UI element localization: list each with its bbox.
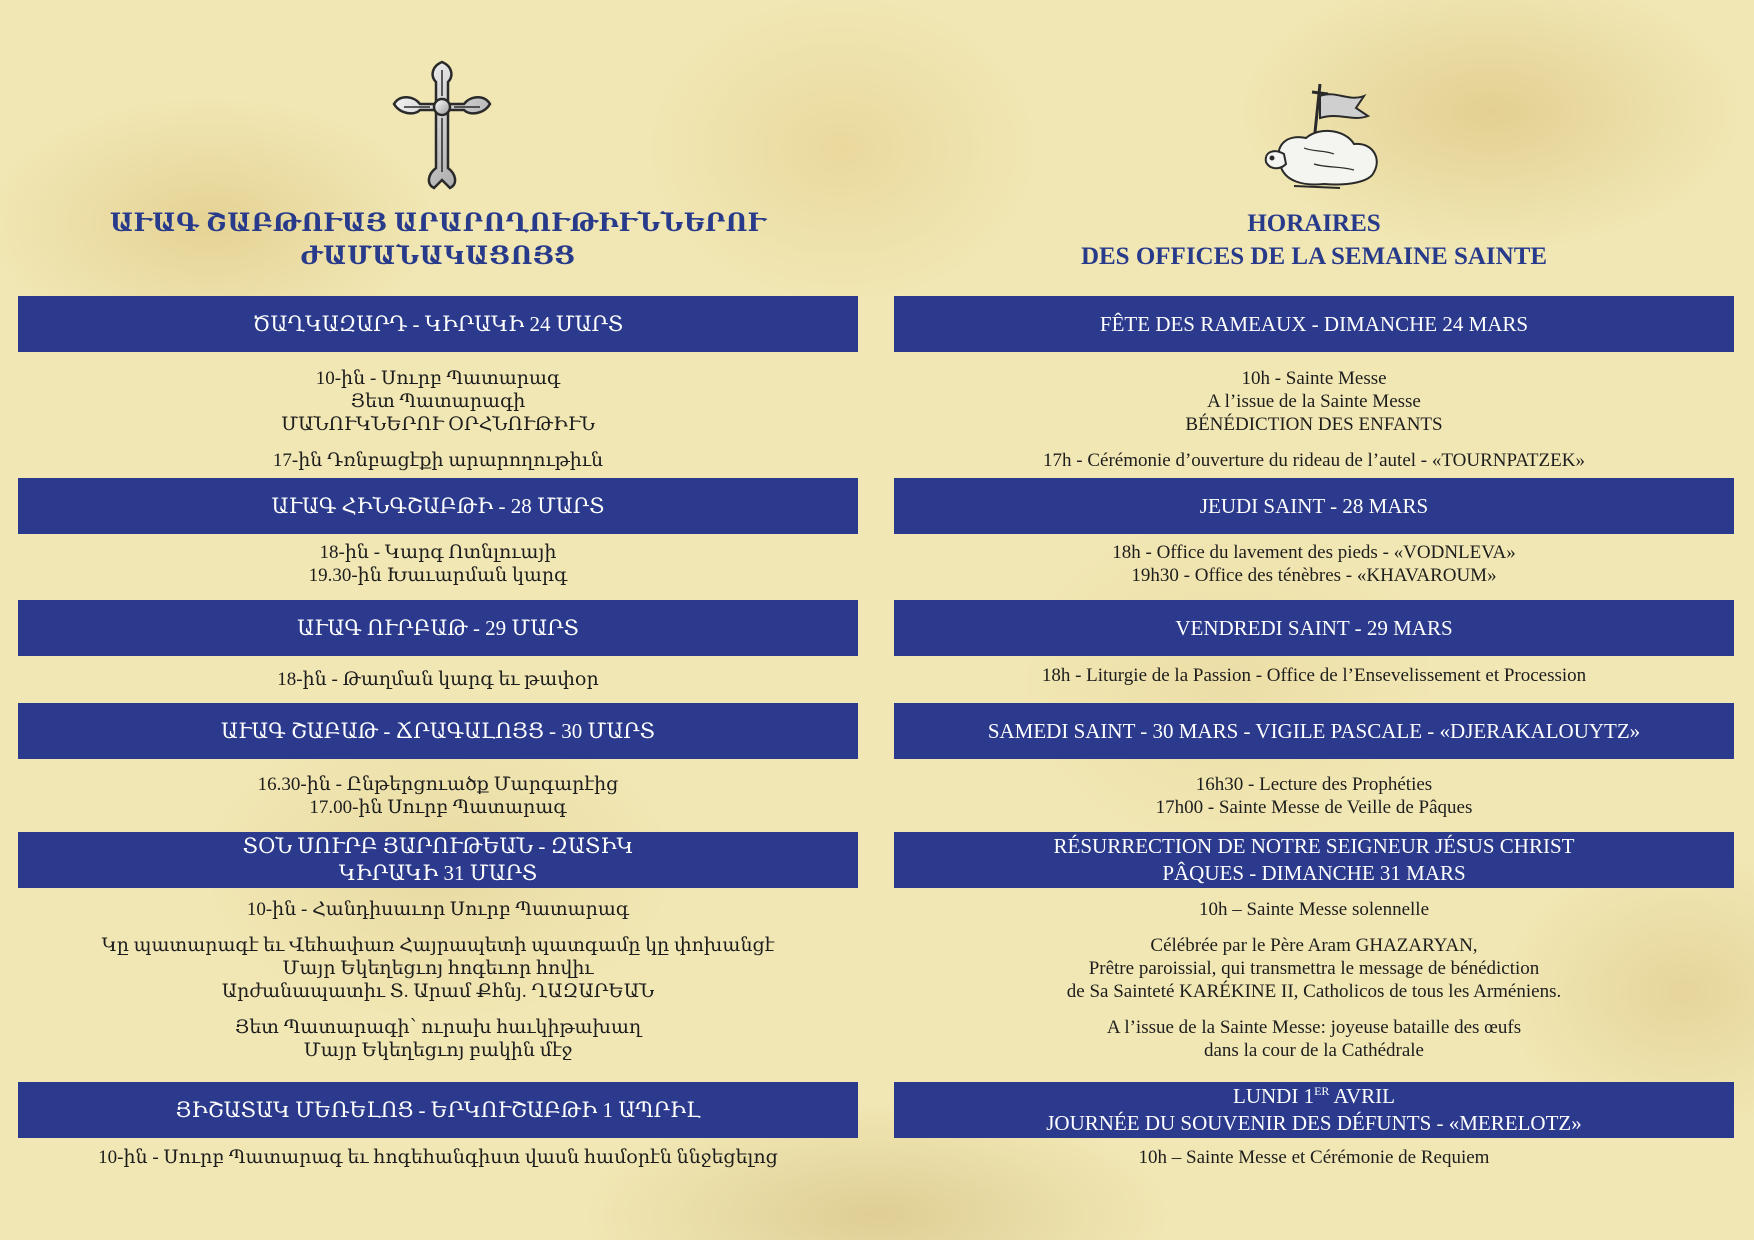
title-line: ԺԱՄԱՆԱԿԱՑՈՅՑ bbox=[300, 243, 576, 270]
schedule-line: Յետ Պատարագի՝ ուրախ հաւկիթախաղ bbox=[234, 1017, 642, 1038]
section-header-text: VENDREDI SAINT - 29 MARS bbox=[1175, 615, 1453, 640]
armenian-column bbox=[18, 0, 858, 1240]
schedule-line: 18h - Office du lavement des pieds - «VODNLEVA» bbox=[1112, 542, 1516, 563]
schedule-line: ՄԱՆՈՒԿՆԵՐՈՒ ՕՐՀՆՈՒԹԻՒՆ bbox=[281, 414, 595, 435]
schedule-line: 10-ին - Հանդիսաւոր Սուրբ Պատարագ bbox=[246, 899, 630, 920]
schedule-line: 17.00-ին Սուրբ Պատարագ bbox=[309, 797, 567, 818]
section-body bbox=[18, 1146, 858, 1169]
section-header-text: RÉSURRECTION DE NOTRE SEIGNEUR JÉSUS CHRIST bbox=[1053, 834, 1575, 858]
section-body bbox=[894, 541, 1734, 587]
schedule-line: A l’issue de la Sainte Messe: joyeuse bataille des œufs bbox=[1106, 1017, 1522, 1038]
schedule-line: Արժանապատիւ Տ. Արամ Քհնյ. ՂԱԶԱՐԵԱՆ bbox=[221, 981, 655, 1002]
schedule-line: 16.30-ին - Ընթերցուածք Մարգարէից bbox=[257, 774, 619, 795]
section-header bbox=[894, 600, 1734, 656]
schedule-line: 18h - Liturgie de la Passion - Office de l’Ensevelissement et Procession bbox=[1041, 665, 1587, 686]
schedule-line: 18-ին - Թաղման կարգ եւ թափօր bbox=[277, 669, 599, 690]
schedule-line: Célébrée par le Père Aram GHAZARYAN, bbox=[1150, 935, 1478, 956]
section-header-text: ԾԱՂԿԱԶԱՐԴ - ԿԻՐԱԿԻ 24 ՄԱՐՏ bbox=[252, 311, 624, 336]
schedule-line: 19.30-ին Խաւարման կարգ bbox=[308, 565, 568, 586]
page-title-armenian bbox=[18, 207, 858, 273]
section-header-text: ԱՒԱԳ ՇԱԲԱԹ - ՃՐԱԳԱԼՈՅՑ - 30 ՄԱՐՏ bbox=[220, 718, 656, 743]
date-text: LUNDI 1 bbox=[1233, 1084, 1315, 1108]
schedule-line: 10h – Sainte Messe et Cérémonie de Requiem bbox=[1138, 1147, 1490, 1168]
section-header-text: ԿԻՐԱԿԻ 31 ՄԱՐՏ bbox=[338, 861, 538, 885]
section-header bbox=[894, 1082, 1734, 1138]
title-line: ԱՒԱԳ ՇԱԲԹՈՒԱՅ ԱՐԱՐՈՂՈՒԹԻՒՆՆԵՐՈՒ bbox=[109, 210, 767, 237]
section-body bbox=[894, 773, 1734, 819]
schedule-line: Կը պատարագէ եւ Վեհափառ Հայրապետի պատգամը կը փոխանցէ bbox=[101, 935, 775, 956]
section-header-text: FÊTE DES RAMEAUX - DIMANCHE 24 MARS bbox=[1099, 311, 1529, 336]
section-header-text: JEUDI SAINT - 28 MARS bbox=[1199, 493, 1429, 518]
armenian-cross-icon bbox=[390, 58, 494, 192]
section-header bbox=[18, 703, 858, 759]
section-body bbox=[18, 367, 858, 472]
section-header-text: ԱՒԱԳ ՀԻՆԳՇԱԲԹԻ - 28 ՄԱՐՏ bbox=[271, 493, 605, 518]
section-body bbox=[18, 541, 858, 587]
section-header-text bbox=[1233, 1083, 1395, 1110]
schedule-line: Մայր Եկեղեցւոյ բակին մէջ bbox=[303, 1040, 573, 1061]
section-header bbox=[894, 296, 1734, 352]
section-header-text: PÂQUES - DIMANCHE 31 MARS bbox=[1162, 861, 1466, 885]
schedule-line: 16h30 - Lecture des Prophéties bbox=[1195, 774, 1433, 795]
schedule-line: 17h00 - Sainte Messe de Veille de Pâques bbox=[1155, 797, 1473, 818]
schedule-line: 18-ին - Կարգ Ոտնլուայի bbox=[319, 542, 557, 563]
schedule-line: Յետ Պատարագի bbox=[350, 391, 526, 412]
schedule-line: Prêtre paroissial, qui transmettra le message de bénédiction bbox=[1088, 958, 1540, 979]
schedule-line: de Sa Sainteté KARÉKINE II, Catholicos de tous les Arméniens. bbox=[1066, 981, 1562, 1002]
section-body bbox=[18, 898, 858, 1062]
schedule-line: Մայր Եկեղեցւոյ հոգեւոր հովիւ bbox=[282, 958, 594, 979]
section-header-text: SAMEDI SAINT - 30 MARS - VIGILE PASCALE - «DJERAKALOUYTZ» bbox=[987, 718, 1641, 743]
section-body bbox=[894, 898, 1734, 1062]
section-body bbox=[894, 1146, 1734, 1169]
schedule-line: dans la cour de la Cathédrale bbox=[1204, 1040, 1424, 1061]
schedule-line: 10-ին - Սուրբ Պատարագ bbox=[315, 368, 561, 389]
section-header-text: ԱՒԱԳ ՈՒՐԲԱԹ - 29 ՄԱՐՏ bbox=[297, 615, 579, 640]
section-header bbox=[18, 600, 858, 656]
section-body bbox=[18, 668, 858, 691]
schedule-line: 10h - Sainte Messe bbox=[1241, 368, 1387, 389]
section-header bbox=[894, 703, 1734, 759]
section-header bbox=[894, 832, 1734, 888]
section-header bbox=[894, 478, 1734, 534]
schedule-line: 17-ին Դռնբացէքի արարողութիւն bbox=[272, 450, 604, 471]
section-header-text: ՏՕՆ ՍՈՒՐԲ ՅԱՐՈՒԹԵԱՆ - ԶԱՏԻԿ bbox=[242, 834, 634, 858]
paschal-lamb-icon bbox=[1244, 78, 1404, 196]
section-header-text: ՅԻՇԱՏԱԿ ՄԵՌԵԼՈՑ - ԵՐԿՈՒՇԱԲԹԻ 1 ԱՊՐԻԼ bbox=[175, 1097, 701, 1122]
schedule-line: 10h – Sainte Messe solennelle bbox=[1198, 899, 1430, 920]
french-column bbox=[894, 0, 1734, 1240]
title-line: DES OFFICES DE LA SEMAINE SAINTE bbox=[1080, 243, 1548, 270]
date-text: AVRIL bbox=[1329, 1084, 1395, 1108]
section-header bbox=[18, 832, 858, 888]
section-header bbox=[18, 1082, 858, 1138]
section-body bbox=[894, 367, 1734, 472]
section-header bbox=[18, 478, 858, 534]
schedule-line: A l’issue de la Sainte Messe bbox=[1207, 391, 1421, 412]
section-body bbox=[18, 773, 858, 819]
section-header bbox=[18, 296, 858, 352]
ordinal-suffix: ER bbox=[1314, 1084, 1330, 1098]
schedule-line: 19h30 - Office des ténèbres - «KHAVAROUM» bbox=[1131, 565, 1497, 586]
schedule-line: 10-ին - Սուրբ Պատարագ եւ հոգեհանգիստ վասն համօրէն ննջեցելոց bbox=[98, 1147, 778, 1168]
section-body bbox=[894, 664, 1734, 687]
title-line: HORAIRES bbox=[1247, 210, 1381, 237]
schedule-line: 17h - Cérémonie d’ouverture du rideau de l’autel - «TOURNPATZEK» bbox=[1043, 450, 1585, 471]
schedule-line: BÉNÉDICTION DES ENFANTS bbox=[1185, 414, 1443, 435]
section-header-text: JOURNÉE DU SOUVENIR DES DÉFUNTS - «MERELOTZ» bbox=[1046, 1111, 1582, 1135]
page-title-french bbox=[894, 207, 1734, 273]
